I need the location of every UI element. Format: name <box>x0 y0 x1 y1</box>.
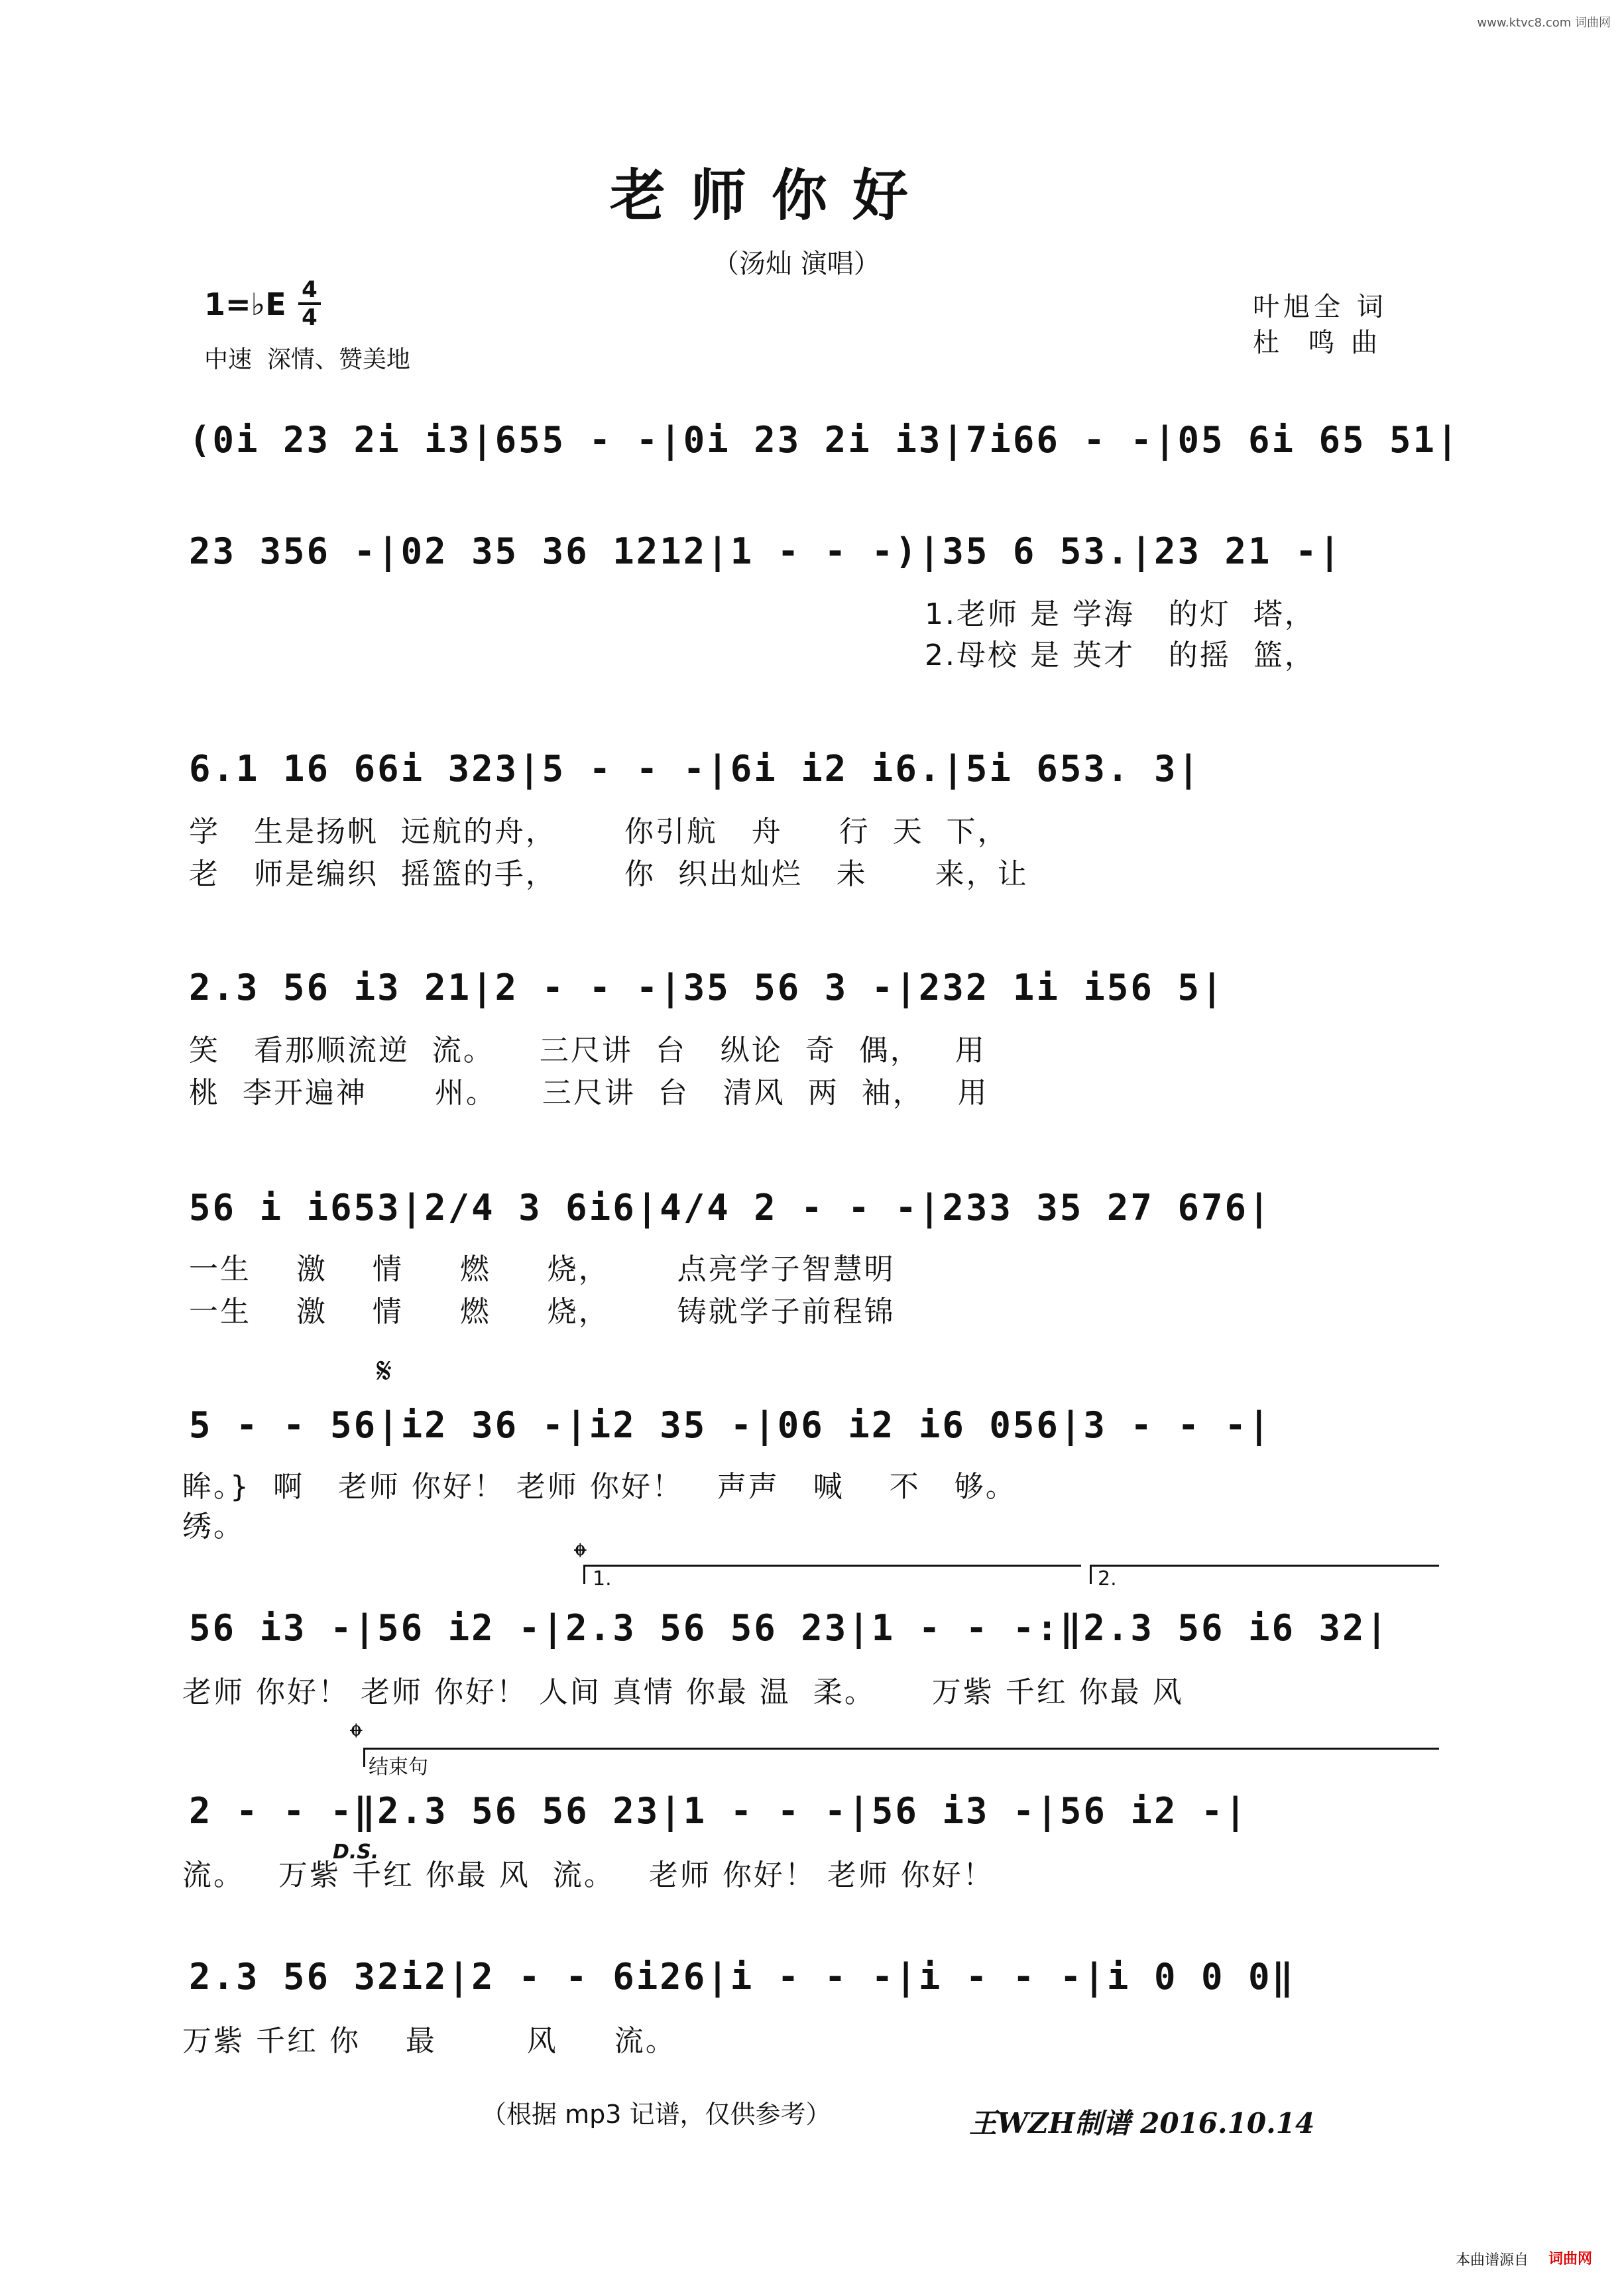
notation-line-1: (0i 23 2i i3|655 - -|0i 23 2i i3|7i66 - -|05 6i 65 51| <box>189 419 1460 461</box>
lyric-line-9: 万紫 千红 你 最 风 流。 <box>182 2024 677 2058</box>
lyricist: 叶旭全 词 <box>1253 292 1387 322</box>
notation-line-2: 23 356 -|02 35 36 1212|1 - - -)|35 6 53.|23 21 -| <box>189 530 1343 572</box>
notation-line-6: 5 - - 56|i2 36 -|i2 35 -|06 i2 i6 056|3 - - -| <box>189 1404 1272 1446</box>
footer-note: （根据 mp3 记谱，仅供参考） <box>481 2100 831 2129</box>
lyric-line-4-verse-2: 桃 李开遍神 州。 三尺讲 台 清风 两 袖， 用 <box>189 1076 989 1110</box>
notation-line-5: 56 i i653|2/4 3 6i6|4/4 2 - - -|233 35 27 676| <box>189 1187 1272 1229</box>
lyric-line-3-verse-1: 学 生是扬帆 远航的舟， 你引航 舟 行 天 下， <box>189 815 1009 849</box>
lyric-line-2-verse-1: 1.老师 是 学海 的灯 塔， <box>925 597 1316 631</box>
ending-bracket <box>363 1748 1439 1767</box>
notation-line-9: 2.3 56 32i2|2 - - 6i26|i - - -|i - - -|i 0 0 0‖ <box>189 1956 1296 1998</box>
segno-sign: 𝄋 <box>377 1350 392 1392</box>
tempo-marking: 中速 深情、赞美地 <box>204 346 410 373</box>
coda-sign-2: 𝄌 <box>350 1716 363 1758</box>
notation-line-3: 6.1 16 66i 323|5 - - -|6i i2 i6.|5i 653. 3| <box>189 748 1201 790</box>
notation-line-8: 2 - - -‖2.3 56 56 23|1 - - -|56 i3 -|56 i2 -| <box>189 1790 1248 1832</box>
second-ending-label: 2. <box>1098 1567 1117 1591</box>
lyric-line-2-verse-2: 2.母校 是 英才 的摇 篮， <box>925 638 1316 672</box>
first-ending-label: 1. <box>593 1567 612 1591</box>
lyric-line-7: 老师 你好！ 老师 你好！ 人间 真情 你最 温 柔。 万紫 千红 你最 风 <box>182 1675 1184 1709</box>
singer: （汤灿 演唱） <box>713 249 880 279</box>
notation-line-7: 56 i3 -|56 i2 -|2.3 56 56 23|1 - - -:‖2.3 56 i6 32| <box>189 1607 1390 1649</box>
ending-label: 结束句 <box>369 1756 428 1779</box>
first-ending-bracket <box>583 1565 1081 1584</box>
site-badge: 词曲网 <box>1548 2251 1593 2267</box>
watermark-right <box>1608 0 1620 2284</box>
lyric-line-3-verse-2: 老 师是编织 摇篮的手， 你 织出灿烂 未 来，让 <box>189 857 1029 891</box>
source-label: 本曲谱源自 <box>1456 2252 1529 2269</box>
key-signature: 1=♭E <box>204 286 286 322</box>
lyric-line-4-verse-1: 笑 看那顺流逆 流。 三尺讲 台 纵论 奇 偶， 用 <box>189 1034 986 1067</box>
lyric-line-6-verse-1: 眸。} 啊 老师 你好！ 老师 你好！ 声声 喊 不 够。 <box>182 1470 1017 1504</box>
lyric-line-5-verse-2: 一生 激 情 燃 烧， 铸就学子前程锦 <box>189 1295 896 1329</box>
watermark-left <box>4 0 16 2284</box>
notation-line-4: 2.3 56 i3 21|2 - - -|35 56 3 -|232 1i i56 5| <box>189 967 1225 1008</box>
lyric-line-5-verse-1: 一生 激 情 燃 烧， 点亮学子智慧明 <box>189 1252 896 1286</box>
time-signature: 4 4 <box>298 278 321 329</box>
song-title: 老师你好 <box>610 162 934 228</box>
lyric-line-8: 流。 万紫 千红 你最 风 流。 老师 你好！ 老师 你好！ <box>182 1858 994 1892</box>
second-ending-bracket <box>1090 1565 1439 1584</box>
coda-sign-1: 𝄌 <box>574 1535 587 1577</box>
site-url: www.ktvc8.com 词曲网 <box>1477 16 1611 30</box>
lyric-line-6-verse-2: 绣。 <box>182 1510 245 1543</box>
transcriber-signature: 王WZH制谱 2016.10.14 <box>969 2107 1315 2139</box>
composer: 杜 鸣 曲 <box>1253 328 1382 358</box>
ds-marking: D.S. <box>333 1840 379 1864</box>
